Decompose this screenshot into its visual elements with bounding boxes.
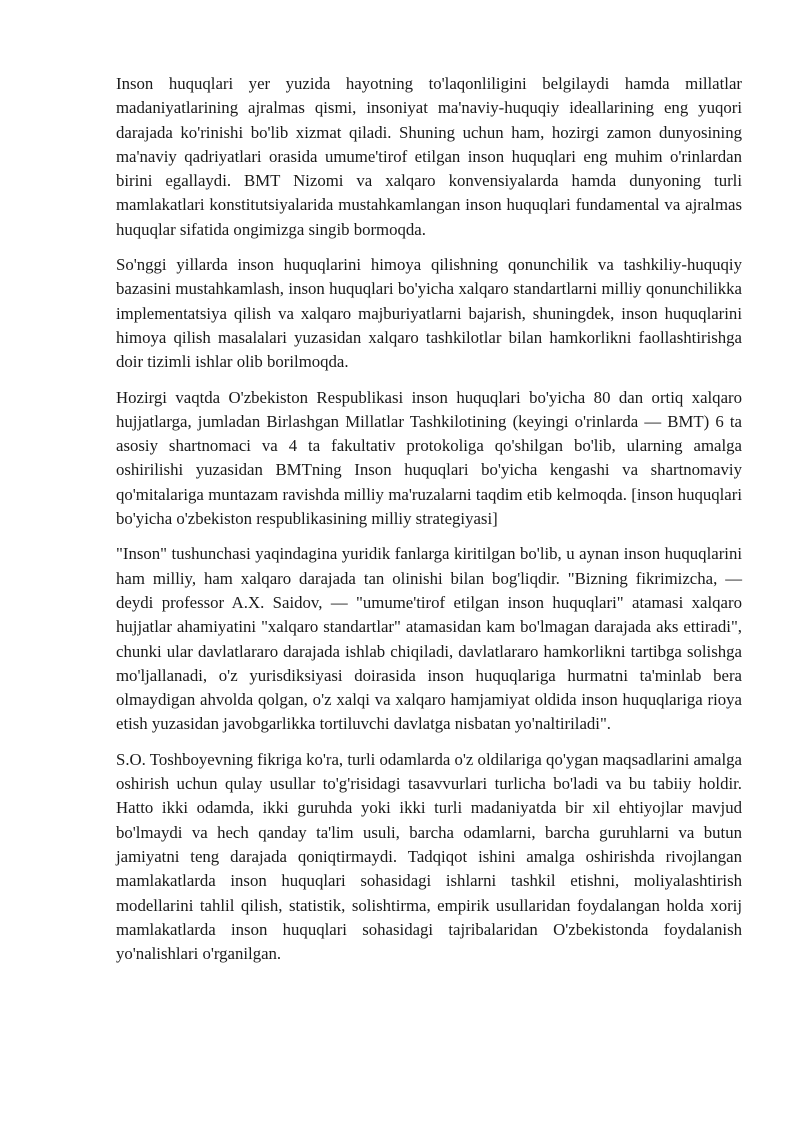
paragraph-1: Inson huquqlari yer yuzida hayotning to'laqonliligini belgilaydi hamda millatlar madaniyatlarining ajralmas qismi, insoniyat ma'naviy-huquqiy ideallarining eng yuqori darajada ko'rinishi bo'lib xizmat qiladi. Shuning uchun ham, hozirgi zamon dunyosining ma'naviy qadriyatlari orasida umume'tirof etilgan inson huquqlari eng muhim o'rinlardan birini egallaydi. BMT Nizomi va xalqaro konvensiyalarda hamda dunyoning turli mamlakatlari konstitutsiyalarida mustahkamlangan inson huquqlari fundamental va ajralmas huquqlar sifatida ongimizga singib bormoqda.	[116, 74, 742, 239]
paragraph-2: So'nggi yillarda inson huquqlarini himoya qilishning qonunchilik va tashkiliy-huquqiy bazasini mustahkamlash, inson huquqlari bo'yicha xalqaro standartlarni milliy qonunchilikka implementatsiya qilish va xalqaro majburiyatlarni bajarish, shuningdek, inson huquqlarini himoya qilish masalalari yuzasidan xalqaro tashkilotlar bilan hamkorlikni faollashtirishga doir tizimli ishlar olib borilmoqda.	[116, 255, 742, 372]
paragraph-4: "Inson" tushunchasi yaqindagina yuridik fanlarga kiritilgan bo'lib, u aynan inson huquqlarini ham milliy, ham xalqaro darajada tan olinishi bilan bog'liqdir. "Bizning fikrimizcha, — deydi professor A.X. Saidov, — "umume'tirof etilgan inson huquqlari" atamasi xalqaro hujjatlar ahamiyatini "xalqaro standartlar" atamasidan kam bo'lmagan darajada aks ettiradi", chunki ular davlatlararo darajada ishlab chiqiladi, davlatlararo hamkorlikni tartibga solishga mo'ljallanadi, o'z yurisdiksiyasi doirasida inson huquqlariga hurmatni ta'minlab bera olmaydigan ahvolda qolgan, o'z xalqi va xalqaro hamjamiyat oldida inson huquqlariga rioya etish yuzasidan javobgarlikka tortiluvchi davlatga nisbatan yo'naltiriladi".	[116, 544, 742, 734]
paragraph-5: S.O. Toshboyevning fikriga ko'ra, turli odamlarda o'z oldilariga qo'ygan maqsadlarini amalga oshirish uchun qulay usullar to'g'risidagi tasavvurlari turlicha bo'ladi va bu tabiiy holdir. Hatto ikki odamda, ikki guruhda yoki ikki turli madaniyatda bir xil ehtiyojlar mavjud bo'lmaydi va hech qanday ta'lim usuli, barcha odamlarni, barcha guruhlarni va butun jamiyatni teng darajada qoniqtirmaydi. Tadqiqot ishini amalga oshirishda rivojlangan mamlakatlarda inson huquqlari sohasidagi ishlarni tashkil etishni, moliyalashtirish modellarini tahlil qilish, statistik, solishtirma, empirik usullaridan foydalangan holda xorij mamlakatlarda inson huquqlari sohasidagi tajribalaridan O'zbekistonda foydalanish yo'nalishlari o'rganilgan.	[116, 749, 743, 964]
paragraph-3: Hozirgi vaqtda O'zbekiston Respublikasi inson huquqlari bo'yicha 80 dan ortiq xalqaro hujjatlarga, jumladan Birlashgan Millatlar Tashkilotining (keyingi o'rinlarda — BMT) 6 ta asosiy shartnomaci va 4 ta fakultativ protokoliga qo'shilgan bo'lib, ularning amalga oshirilishi yuzasidan BMTning Inson huquqlari bo'yicha kengashi va shartnomaviy qo'mitalariga muntazam ravishda milliy ma'ruzalarni taqdim etib kelmoqda. [inson huquqlari bo'yicha o'zbekiston respublikasining milliy strategiyasi]	[116, 387, 742, 529]
